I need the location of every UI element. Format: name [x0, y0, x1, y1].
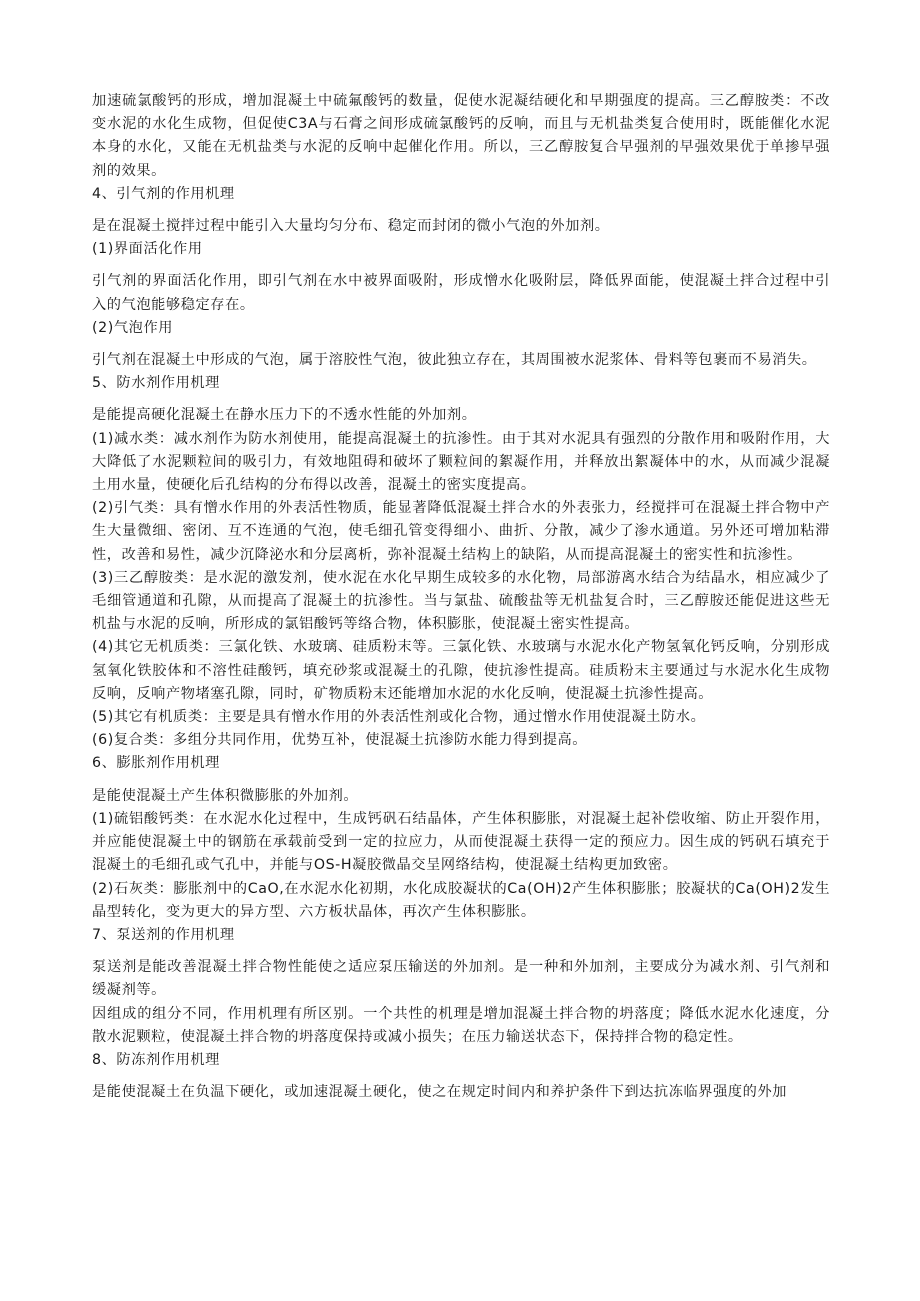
paragraph-bubble-effect: 引气剂在混凝土中形成的气泡，属于溶胶性气泡，彼此独立存在，其周围被水泥浆体、骨料等包裹而不易消失。	[92, 352, 817, 369]
list-item-composite-type: (6)复合类：多组分共同作用，优势互补，使混凝土抗渗防水能力得到提高。	[92, 732, 588, 749]
heading-pumping-agent: 7、泵送剂的作用机理	[92, 926, 235, 943]
heading-waterproofing-agent: 5、防水剂作用机理	[92, 375, 220, 392]
heading-expansive-agent: 6、膨胀剂作用机理	[92, 755, 220, 772]
subheading-interface-activation: (1)界面活化作用	[92, 241, 203, 258]
paragraph-waterproofing-definition: 是能提高硬化混凝土在静水压力下的不透水性能的外加剂。	[92, 407, 477, 424]
heading-antifreeze-agent: 8、防冻剂作用机理	[92, 1051, 220, 1068]
paragraph-interface-activation: 引气剂的界面活化作用，即引气剂在水中被界面吸附，形成憎水化吸附层，降低界面能，使混凝土拌合过程中引入的气泡能够稳定存在。	[92, 273, 830, 313]
paragraph-pumping-definition: 泵送剂是能改善混凝土拌合物性能使之适应泵压输送的外加剂。是一种和外加剂，主要成分为减水剂、引气剂和缓凝剂等。	[92, 959, 830, 999]
list-item-air-entraining-type: (2)引气类：具有憎水作用的外表活性物质，能显著降低混凝土拌合水的外表张力，经搅拌可在混凝土拌合物中产生大量微细、密闭、互不连通的气泡，使毛细孔管变得细小、曲折、分散，减少了渗水通道。另外还可增加粘滞性，改善和易性，减少沉降泌水和分层离析，弥补混凝土结构上的缺陷，从而提高混凝土的密实性和抗渗性。	[92, 500, 830, 563]
list-item-triethanolamine-type: (3)三乙醇胺类：是水泥的激发剂，使水泥在水化早期生成较多的水化物，局部游离水结合为结晶水，相应减少了毛细管通道和孔隙，从而提高了混凝土的抗渗性。当与氯盐、硫酸盐等无机盐复合时，三乙醇胺还能促进这些无机盐与水泥的反响，所形成的氯铝酸钙等络合物，体积膨胀，使混凝土密实性提高。	[92, 569, 830, 633]
list-item-lime-type: (2)石灰类：膨胀剂中的CaO,在水泥水化初期，水化成胶凝状的Ca(OH)2产生体积膨胀；胶凝状的Ca(OH)2发生晶型转化，变为更大的异方型、六方板状晶体，再次产生体积膨胀。	[92, 880, 830, 920]
heading-air-entraining-agent: 4、引气剂的作用机理	[92, 185, 235, 202]
list-item-organic-type: (5)其它有机质类：主要是具有憎水作用的外表活性剂或化合物，通过憎水作用使混凝土防水。	[92, 709, 706, 726]
list-item-inorganic-type: (4)其它无机质类：三氯化铁、水玻璃、硅质粉末等。三氯化铁、水玻璃与水泥水化产物氢氧化钙反响，分别形成氢氧化铁胶体和不溶性硅酸钙，填充砂浆或混凝土的孔隙，使抗渗性提高。硅质粉末主要通过与水泥水化生成物反响，反响产物堵塞孔隙，同时，矿物质粉末还能增加水泥的水化反响，使混凝土抗渗性提高。	[92, 639, 830, 702]
document-body	[92, 90, 830, 1104]
paragraph-antifreeze-definition: 是能使混凝土在负温下硬化，或加速混凝土硬化，使之在规定时间内和养护条件下到达抗冻临界强度的外加	[92, 1084, 788, 1101]
list-item-water-reducing-type: (1)减水类：减水剂作为防水剂使用，能提高混凝土的抗渗性。由于其对水泥具有强烈的分散作用和吸附作用，大大降低了水泥颗粒间的吸引力，有效地阻碍和破坏了颗粒间的絮凝作用，并释放出絮凝体中的水，从而减少混凝土用水量，使硬化后孔结构的分布得以改善，混凝土的密实度提高。	[92, 430, 830, 494]
paragraph-early-strength-mechanism: 加速硫氯酸钙的形成，增加混凝土中硫氟酸钙的数量，促使水泥凝结硬化和早期强度的提高。三乙醇胺类：不改变水泥的水化生成物，但促使C3A与石膏之间形成硫氯酸钙的反响，而且与无机盐类复合使用时，既能催化水泥本身的水化，又能在无机盐类与水泥的反响中起催化作用。所以，三乙醇胺复合早强剂的早强效果优于单掺早强剂的效果。	[92, 93, 830, 179]
paragraph-pumping-mechanism: 因组成的组分不同，作用机理有所区别。一个共性的机理是增加混凝土拌合物的坍落度；降低水泥水化速度，分散水泥颗粒，使混凝土拌合物的坍落度保持或减小损失；在压力输送状态下，保持拌合物的稳定性。	[92, 1005, 830, 1045]
subheading-bubble-effect: (2)气泡作用	[92, 319, 174, 336]
paragraph-air-entraining-definition: 是在混凝土搅拌过程中能引入大量均匀分布、稳定而封闭的微小气泡的外加剂。	[92, 218, 610, 235]
list-item-calcium-sulfoaluminate-type: (1)硫铝酸钙类：在水泥水化过程中，生成钙矾石结晶体，产生体积膨胀，对混凝土起补偿收缩、防止开裂作用，并应能使混凝土中的钢筋在承载前受到一定的拉应力，从而使混凝土获得一定的预应力。因生成的钙矾石填充于混凝土的毛细孔或气孔中，并能与OS-H凝胶微晶交呈网络结构，使混凝土结构更加致密。	[92, 810, 830, 874]
paragraph-expansive-definition: 是能使混凝土产生体积微膨胀的外加剂。	[92, 787, 359, 804]
